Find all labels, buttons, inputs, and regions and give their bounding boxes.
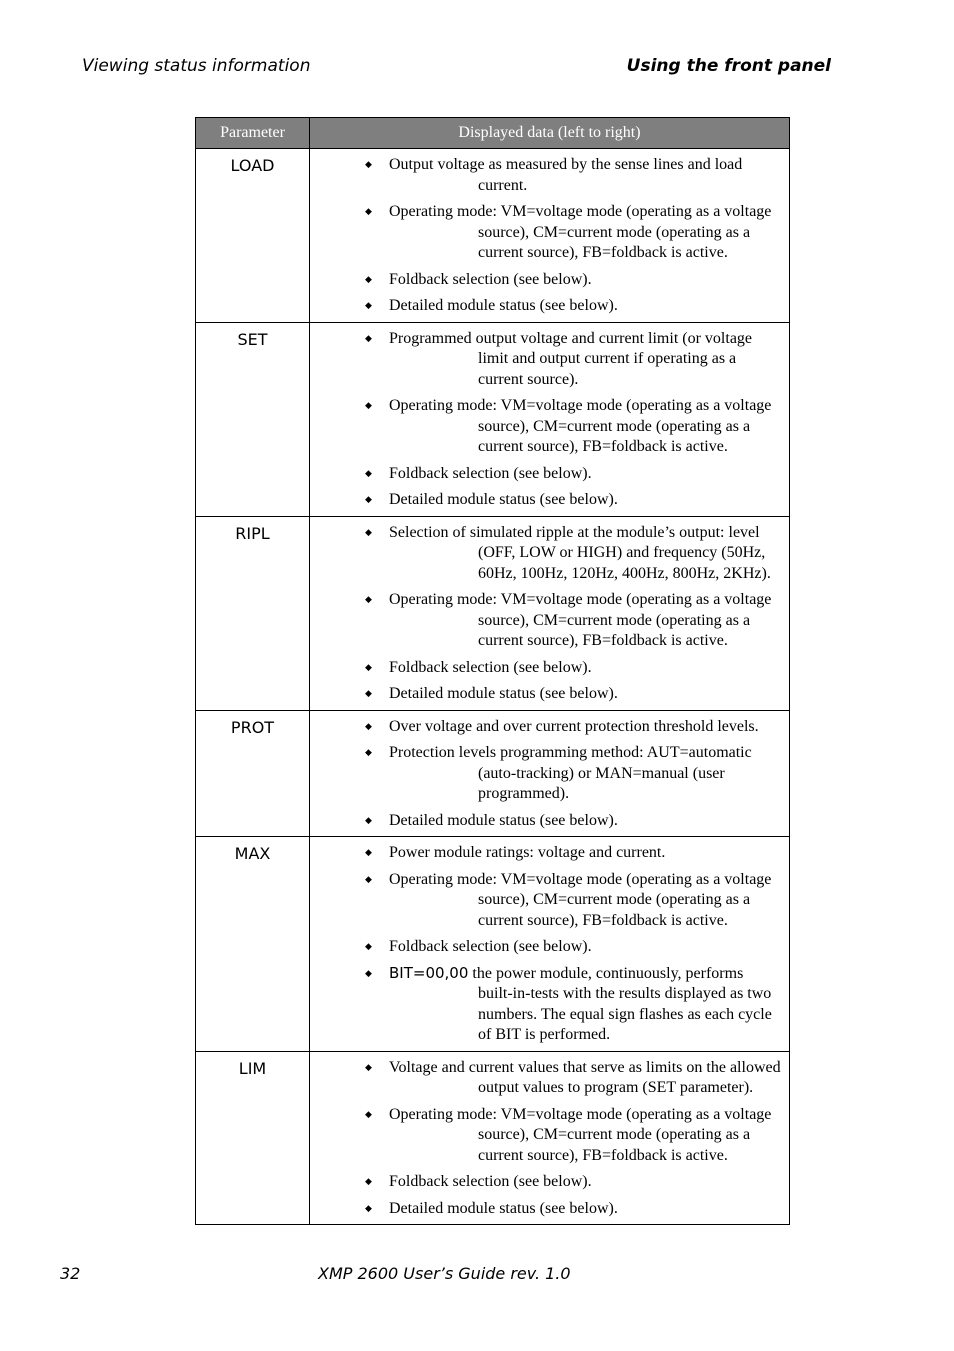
running-header-section: Viewing status information — [82, 56, 311, 76]
page-number: 32 — [60, 1264, 81, 1283]
diamond-bullet-icon: ◆ — [365, 300, 372, 310]
list-item — [310, 295, 781, 317]
status-parameters-table — [195, 117, 790, 1225]
item-text: Foldback selection (see below). — [389, 1173, 592, 1190]
parameter-name: SET — [196, 322, 310, 516]
item-text: Operating mode: VM=voltage mode (operating as a voltage source), CM=current mode (operating as a current source), FB=foldback is active. — [389, 870, 772, 929]
bullet-list — [310, 842, 781, 1046]
list-item — [310, 489, 781, 511]
parameter-name: RIPL — [196, 516, 310, 710]
diamond-bullet-icon: ◆ — [365, 1176, 372, 1186]
table-header-row — [196, 118, 790, 149]
item-text: Voltage and current values that serve as limits on the allowed output values to program (SET parameter). — [389, 1058, 781, 1096]
bullet-list — [310, 716, 781, 832]
table-row — [196, 1051, 790, 1225]
item-text: Operating mode: VM=voltage mode (operating as a voltage source), CM=current mode (operating as a current source), FB=foldback is active. — [389, 397, 772, 455]
parameter-name: PROT — [196, 710, 310, 837]
item-text: Over voltage and over current protection threshold levels. — [389, 717, 759, 735]
item-text: Detailed module status (see below). — [389, 297, 618, 314]
displayed-data-cell — [310, 322, 790, 516]
diamond-bullet-icon: ◆ — [365, 941, 372, 951]
table-row — [196, 710, 790, 837]
diamond-bullet-icon: ◆ — [365, 747, 372, 757]
item-text: Detailed module status (see below). — [389, 1199, 618, 1217]
item-text: Detailed module status (see below). — [389, 685, 618, 702]
bullet-list — [310, 522, 781, 705]
list-item — [310, 463, 781, 485]
bullet-list — [310, 1057, 781, 1220]
item-text: Operating mode: VM=voltage mode (operating as a voltage source), CM=current mode (operating as a current source), FB=foldback is active. — [389, 591, 772, 649]
displayed-data-cell — [310, 837, 790, 1052]
list-item — [310, 395, 781, 458]
item-text: Programmed output voltage and current limit (or voltage limit and output current if operating as a current source). — [389, 329, 753, 388]
list-item — [310, 936, 781, 958]
diamond-bullet-icon: ◆ — [365, 661, 372, 672]
diamond-bullet-icon: ◆ — [365, 400, 372, 410]
list-item — [310, 657, 781, 679]
diamond-bullet-icon: ◆ — [365, 206, 372, 216]
table-body — [196, 149, 790, 1225]
parameter-name: LIM — [196, 1051, 310, 1225]
document-title: XMP 2600 User’s Guide rev. 1.0 — [318, 1264, 571, 1283]
list-item — [310, 716, 781, 738]
item-text: Selection of simulated ripple at the module’s output: level (OFF, LOW or HIGH) and frequency (50Hz, 60Hz, 100Hz, 120Hz, 400Hz, 800Hz, 2KHz). — [389, 523, 771, 582]
list-item — [310, 328, 781, 391]
list-item — [310, 742, 781, 805]
diamond-bullet-icon: ◆ — [365, 273, 372, 284]
column-header-displayed-data: Displayed data (left to right) — [310, 118, 790, 149]
diamond-bullet-icon: ◆ — [365, 159, 372, 169]
parameter-name: MAX — [196, 837, 310, 1052]
item-text: Foldback selection (see below). — [389, 270, 592, 288]
list-item — [310, 842, 781, 864]
diamond-bullet-icon: ◆ — [365, 847, 372, 857]
diamond-bullet-icon: ◆ — [365, 526, 372, 537]
diamond-bullet-icon: ◆ — [365, 967, 372, 978]
list-item — [310, 201, 781, 264]
column-header-parameter: Parameter — [196, 118, 310, 149]
item-text: Detailed module status (see below). — [389, 491, 618, 508]
table-row — [196, 516, 790, 710]
displayed-data-cell — [310, 1051, 790, 1225]
list-item — [310, 1104, 781, 1167]
item-text: Protection levels programming method: AUT=automatic (auto-tracking) or MAN=manual (user programmed). — [389, 744, 752, 802]
table-row — [196, 322, 790, 516]
list-item — [310, 963, 781, 1046]
item-text: the power module, continuously, performs built-in-tests with the results displayed as two numbers. The equal sign flashes as each cycle of BIT is performed. — [468, 964, 772, 1043]
item-text: Detailed module status (see below). — [389, 811, 618, 829]
item-text: Operating mode: VM=voltage mode (operating as a voltage source), CM=current mode (operating as a current source), FB=foldback is active. — [389, 203, 772, 261]
bullet-list — [310, 154, 781, 317]
item-text: Foldback selection (see below). — [389, 658, 592, 676]
diamond-bullet-icon: ◆ — [365, 1108, 372, 1119]
list-item — [310, 589, 781, 652]
diamond-bullet-icon: ◆ — [365, 1061, 372, 1072]
item-text: Output voltage as measured by the sense lines and load current. — [389, 156, 743, 194]
item-text: Foldback selection (see below). — [389, 938, 592, 955]
table-row — [196, 149, 790, 323]
diamond-bullet-icon: ◆ — [365, 688, 372, 698]
bit-code: BIT=00,00 — [389, 963, 469, 982]
list-item — [310, 1171, 781, 1193]
diamond-bullet-icon: ◆ — [365, 873, 372, 884]
diamond-bullet-icon: ◆ — [365, 1202, 372, 1213]
list-item — [310, 154, 781, 196]
parameter-name: LOAD — [196, 149, 310, 323]
list-item — [310, 683, 781, 705]
table-row — [196, 837, 790, 1052]
running-header-chapter: Using the front panel — [626, 56, 831, 76]
item-text: Power module ratings: voltage and current. — [389, 844, 666, 861]
bullet-list — [310, 328, 781, 511]
list-item — [310, 1198, 781, 1220]
list-item — [310, 810, 781, 832]
list-item — [310, 1057, 781, 1099]
displayed-data-cell — [310, 710, 790, 837]
item-text: Foldback selection (see below). — [389, 464, 592, 482]
list-item — [310, 869, 781, 932]
displayed-data-cell — [310, 149, 790, 323]
displayed-data-cell — [310, 516, 790, 710]
item-text: Operating mode: VM=voltage mode (operating as a voltage source), CM=current mode (operating as a current source), FB=foldback is active. — [389, 1105, 772, 1164]
diamond-bullet-icon: ◆ — [365, 467, 372, 478]
list-item — [310, 522, 781, 585]
diamond-bullet-icon: ◆ — [365, 594, 372, 604]
diamond-bullet-icon: ◆ — [365, 720, 372, 731]
diamond-bullet-icon: ◆ — [365, 494, 372, 504]
list-item — [310, 269, 781, 291]
diamond-bullet-icon: ◆ — [365, 814, 372, 825]
diamond-bullet-icon: ◆ — [365, 332, 372, 343]
